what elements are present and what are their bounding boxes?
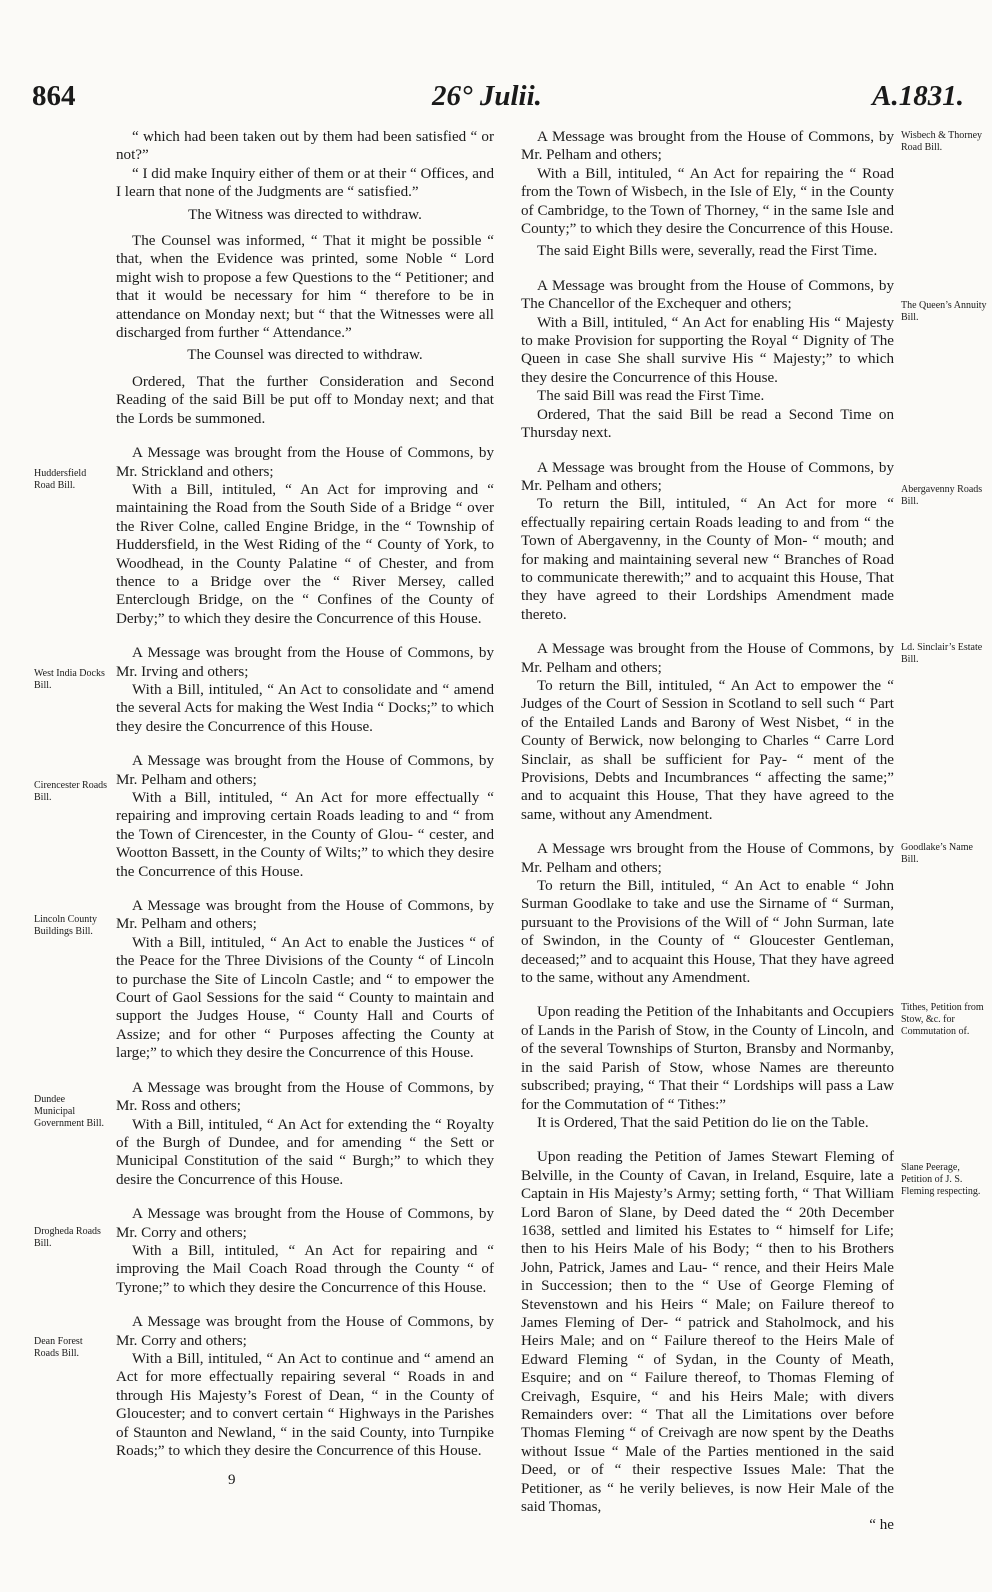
- margin-note-dean-forest: Dean Forest Roads Bill.: [34, 1336, 83, 1359]
- message-abergavenny: A Message was brought from the House of Commons, by Mr. Pelham and others;: [521, 459, 894, 494]
- message-dean-forest: A Message was brought from the House of Commons, by Mr. Corry and others;: [116, 1314, 494, 1349]
- message-sinclair: A Message was brought from the House of Commons, by Mr. Pelham and others;: [521, 641, 894, 676]
- message-queens-annuity: A Message was brought from the House of Commons, by The Chancellor of the Exchequer and others;: [521, 277, 894, 313]
- margin-note-abergavenny: Abergavenny Roads Bill.: [901, 484, 983, 507]
- margin-note-dundee: Dundee Municipal Government Bill.: [34, 1094, 104, 1129]
- bill-west-india: With a Bill, intituled, “ An Act to consolidate and “ amend the several Acts for making the West India “ Docks;” to which they desire the Concurrence of this House.: [116, 681, 494, 735]
- bill-sinclair: To return the Bill, intituled, “ An Act to empower the “ Judges of the Court of Session in Scotland to sell such “ Part of the Entailed Lands and Barony of West Nisbet, “ in the County of Berwick, now belonging to Charles “ Carre Lord Sinclair, as shall be sufficient for Pay- “ ment of the Provisions, Debts and Incumbrances “ affecting the same;” and to acquaint this House, That they have agreed to the same, without any Amendment.: [521, 677, 894, 823]
- message-drogheda: A Message was brought from the House of Commons, by Mr. Corry and others;: [116, 1206, 494, 1241]
- bill-lincoln: With a Bill, intituled, “ An Act to enable the Justices “ of the Peace for the Three Divisions of the County “ of Lincoln to purchase the Site of Lincoln Castle; and “ to empower the Court of Gaol Sessions for the said “ County to maintain and support the Judges House, “ County Hall and Courts of Assize; and for other “ Purposes affecting the County at large;” to which they desire the Concurrence of this House.: [116, 934, 494, 1062]
- testimony-question: “ which had been taken out by them had been satisfied “ or not?”: [116, 129, 494, 164]
- right-column: [521, 128, 894, 1535]
- message-lincoln: A Message was brought from the House of Commons, by Mr. Pelham and others;: [116, 898, 494, 933]
- margin-note-huddersfield: Huddersfield Road Bill.: [34, 468, 87, 491]
- bill-queens-annuity: With a Bill, intituled, “ An Act for enabling His “ Majesty to make Provision for supporting the Royal “ Dignity of The Queen in case She shall survive His “ Majesty;” to which they desire the Concurrence of this House.: [521, 314, 894, 386]
- catchword: “ he: [869, 1517, 894, 1534]
- bill-cirencester: With a Bill, intituled, “ An Act for more effectually “ repairing and improving certain Roads leading to and “ from the Town of Cirencester, in the County of Glou- “ cester, and Wootton Bassett, in the County of Wilts;” to which they desire the Concurrence of this House.: [116, 790, 494, 880]
- bill-dean-forest: With a Bill, intituled, “ An Act to continue and “ amend an Act for more effectually repairing several “ Roads in and through His Majesty’s Forest of Dean, “ in the County of Gloucester; and to convert certain “ Highways in the Parishes of Staunton and Newland, “ in the said County, into Turnpike Roads;” to which they desire the Concurrence of this House.: [116, 1350, 494, 1459]
- witness-withdraw: The Witness was directed to withdraw.: [188, 206, 422, 223]
- ordered-queens-annuity: Ordered, That the said Bill be read a Second Time on Thursday next.: [521, 406, 894, 442]
- page-number: 864: [32, 80, 76, 112]
- message-dundee: A Message was brought from the House of Commons, by Mr. Ross and others;: [116, 1079, 494, 1115]
- margin-note-slane: Slane Peerage, Petition of J. S. Fleming respecting.: [901, 1162, 981, 1197]
- petition-slane: Upon reading the Petition of James Stewart Fleming of Belville, in the County of Cavan, in Ireland, Esquire, late a Captain in His Majesty’s Army; setting forth, “ That William Lord Baron of Slane, by Deed dated the “ 20th December 1638, settled and limited his Estates to “ himself for Life; then to his Heirs Male of his Body; “ then to his Brothers John, Patrick, James and Lau- “ rence, and their Heirs Male in Succession; then to the “ Use of George Fleming of Stevenstown and his Heirs “ Male; on Failure thereof to James Fleming of Der- “ patrick and Staholmock, and his Heirs Male; and on “ Failure thereof to the Heirs Male of Edward Fleming “ of Sydan, in the County of Meath, Esquire; and on “ Failure thereof, to Thomas Fleming of Creivagh, Esquire, “ and his Heirs Male; with divers Remainders over: “ That all the Limitations over before Thomas Fleming “ of Creivagh are now spent by the Deaths without Issue “ Male of the Parties mentioned in the said Deed, or of “ their respective Issues Male: That the Petitioner, as “ he verily believes, is now Heir Male of the said Thomas,: [521, 1149, 894, 1516]
- margin-note-cirencester: Cirencester Roads Bill.: [34, 780, 108, 803]
- message-west-india: A Message was brought from the House of Commons, by Mr. Irving and others;: [116, 645, 494, 680]
- margin-note-goodlake: Goodlake’s Name Bill.: [901, 842, 973, 865]
- read-eight-bills: The said Eight Bills were, severally, read the First Time.: [537, 243, 878, 260]
- read-queens-annuity: The said Bill was read the First Time.: [537, 388, 765, 405]
- testimony-answer: “ I did make Inquiry either of them or at their “ Offices, and I learn that none of the Judgments are “ satisfied.”: [116, 165, 494, 201]
- margin-note-lincoln: Lincoln County Buildings Bill.: [34, 914, 98, 937]
- margin-note-west-india: West India Docks Bill.: [34, 668, 105, 691]
- left-column: [116, 128, 494, 1460]
- petition-tithes: Upon reading the Petition of the Inhabitants and Occupiers of Lands in the Parish of Stow, in the County of Lincoln, and of the several Townships of Sturton, Bransby and Normanby, in the said Parish of Stow, whose Names are thereunto subscribed; praying, “ That their “ Lordships will pass a Law for the Commutation of “ Tithes:”: [521, 1004, 894, 1113]
- message-cirencester: A Message was brought from the House of Commons, by Mr. Pelham and others;: [116, 753, 494, 788]
- margin-note-queens-annuity: The Queen’s Annuity Bill.: [901, 300, 987, 323]
- message-wisbech: A Message was brought from the House of Commons, by Mr. Pelham and others;: [521, 129, 894, 164]
- margin-note-wisbech: Wisbech & Thorney Road Bill.: [901, 130, 983, 153]
- counsel-informed: The Counsel was informed, “ That it might be possible “ that, when the Evidence was printed, some Noble “ Lord might wish to propose a few Questions to the “ Petitioner; and that it would be necessary for him “ therefore to be in attendance on Monday next; but “ that the Witnesses were all discharged from further “ Attendance.”: [116, 233, 494, 342]
- signature-mark: 9: [228, 1472, 236, 1488]
- bill-dundee: With a Bill, intituled, “ An Act for extending the “ Royalty of the Burgh of Dundee, and for amending “ the Sett or Municipal Constitution of the said “ Burgh;” to which they desire the Concurrence of this House.: [116, 1116, 494, 1188]
- header-year: A.1831.: [872, 80, 964, 112]
- header-date: 26° Julii.: [432, 80, 542, 112]
- bill-wisbech: With a Bill, intituled, “ An Act for repairing the “ Road from the Town of Wisbech, in the Isle of Ely, “ in the County of Cambridge, to the Town of Thorney, “ in the same Isle and County;” to which they desire the Concurrence of this House.: [521, 165, 894, 238]
- ordered-tithes: It is Ordered, That the said Petition do lie on the Table.: [537, 1114, 869, 1131]
- margin-note-drogheda: Drogheda Roads Bill.: [34, 1226, 101, 1249]
- counsel-withdraw: The Counsel was directed to withdraw.: [187, 347, 423, 364]
- bill-abergavenny: To return the Bill, intituled, “ An Act for more “ effectually repairing certain Roads leading to and from “ the Town of Abergavenny, in the County of Mon- “ mouth; and for making and maintaining several new “ Branches of Road to communicate therewith;” and to acquaint this House, That they have agreed to their Lordships Amendment made thereto.: [521, 496, 894, 623]
- bill-drogheda: With a Bill, intituled, “ An Act for repairing and “ improving the Mail Coach Road through the County “ of Tyrone;” to which they desire the Concurrence of this House.: [116, 1242, 494, 1296]
- margin-note-sinclair: Ld. Sinclair’s Estate Bill.: [901, 642, 983, 665]
- message-goodlake: A Message wrs brought from the House of Commons, by Mr. Pelham and others;: [521, 841, 894, 876]
- bill-goodlake: To return the Bill, intituled, “ An Act to enable “ John Surman Goodlake to take and use the Sirname of “ Surman, pursuant to the Provisions of the Will of “ John Surman, late of Swindon, in the County of “ Gloucester Gentleman, deceased;” and to acquaint this House, That they have agreed to the same, without any Amendment.: [521, 878, 894, 987]
- ordered-further-consideration: Ordered, That the further Consideration and Second Reading of the said Bill be put off to Monday next; and that the Lords be summoned.: [116, 373, 494, 427]
- page-header: [32, 80, 972, 120]
- margin-note-tithes: Tithes, Petition from Stow, &c. for Commutation of.: [901, 1002, 984, 1037]
- bill-huddersfield: With a Bill, intituled, “ An Act for improving and “ maintaining the Road from the South Side of a Bridge “ over the River Colne, called Engine Bridge, in the “ Township of Huddersfield, in the West Riding of the “ County of York, to Woodhead, in the County Palatine “ of Chester, and from thence to a Bridge over the “ River Mersey, called Enterclough Bridge, on the “ Confines of the County of Derby;” to which they desire the Concurrence of this House.: [116, 481, 494, 627]
- message-huddersfield: A Message was brought from the House of Commons, by Mr. Strickland and others;: [116, 445, 494, 480]
